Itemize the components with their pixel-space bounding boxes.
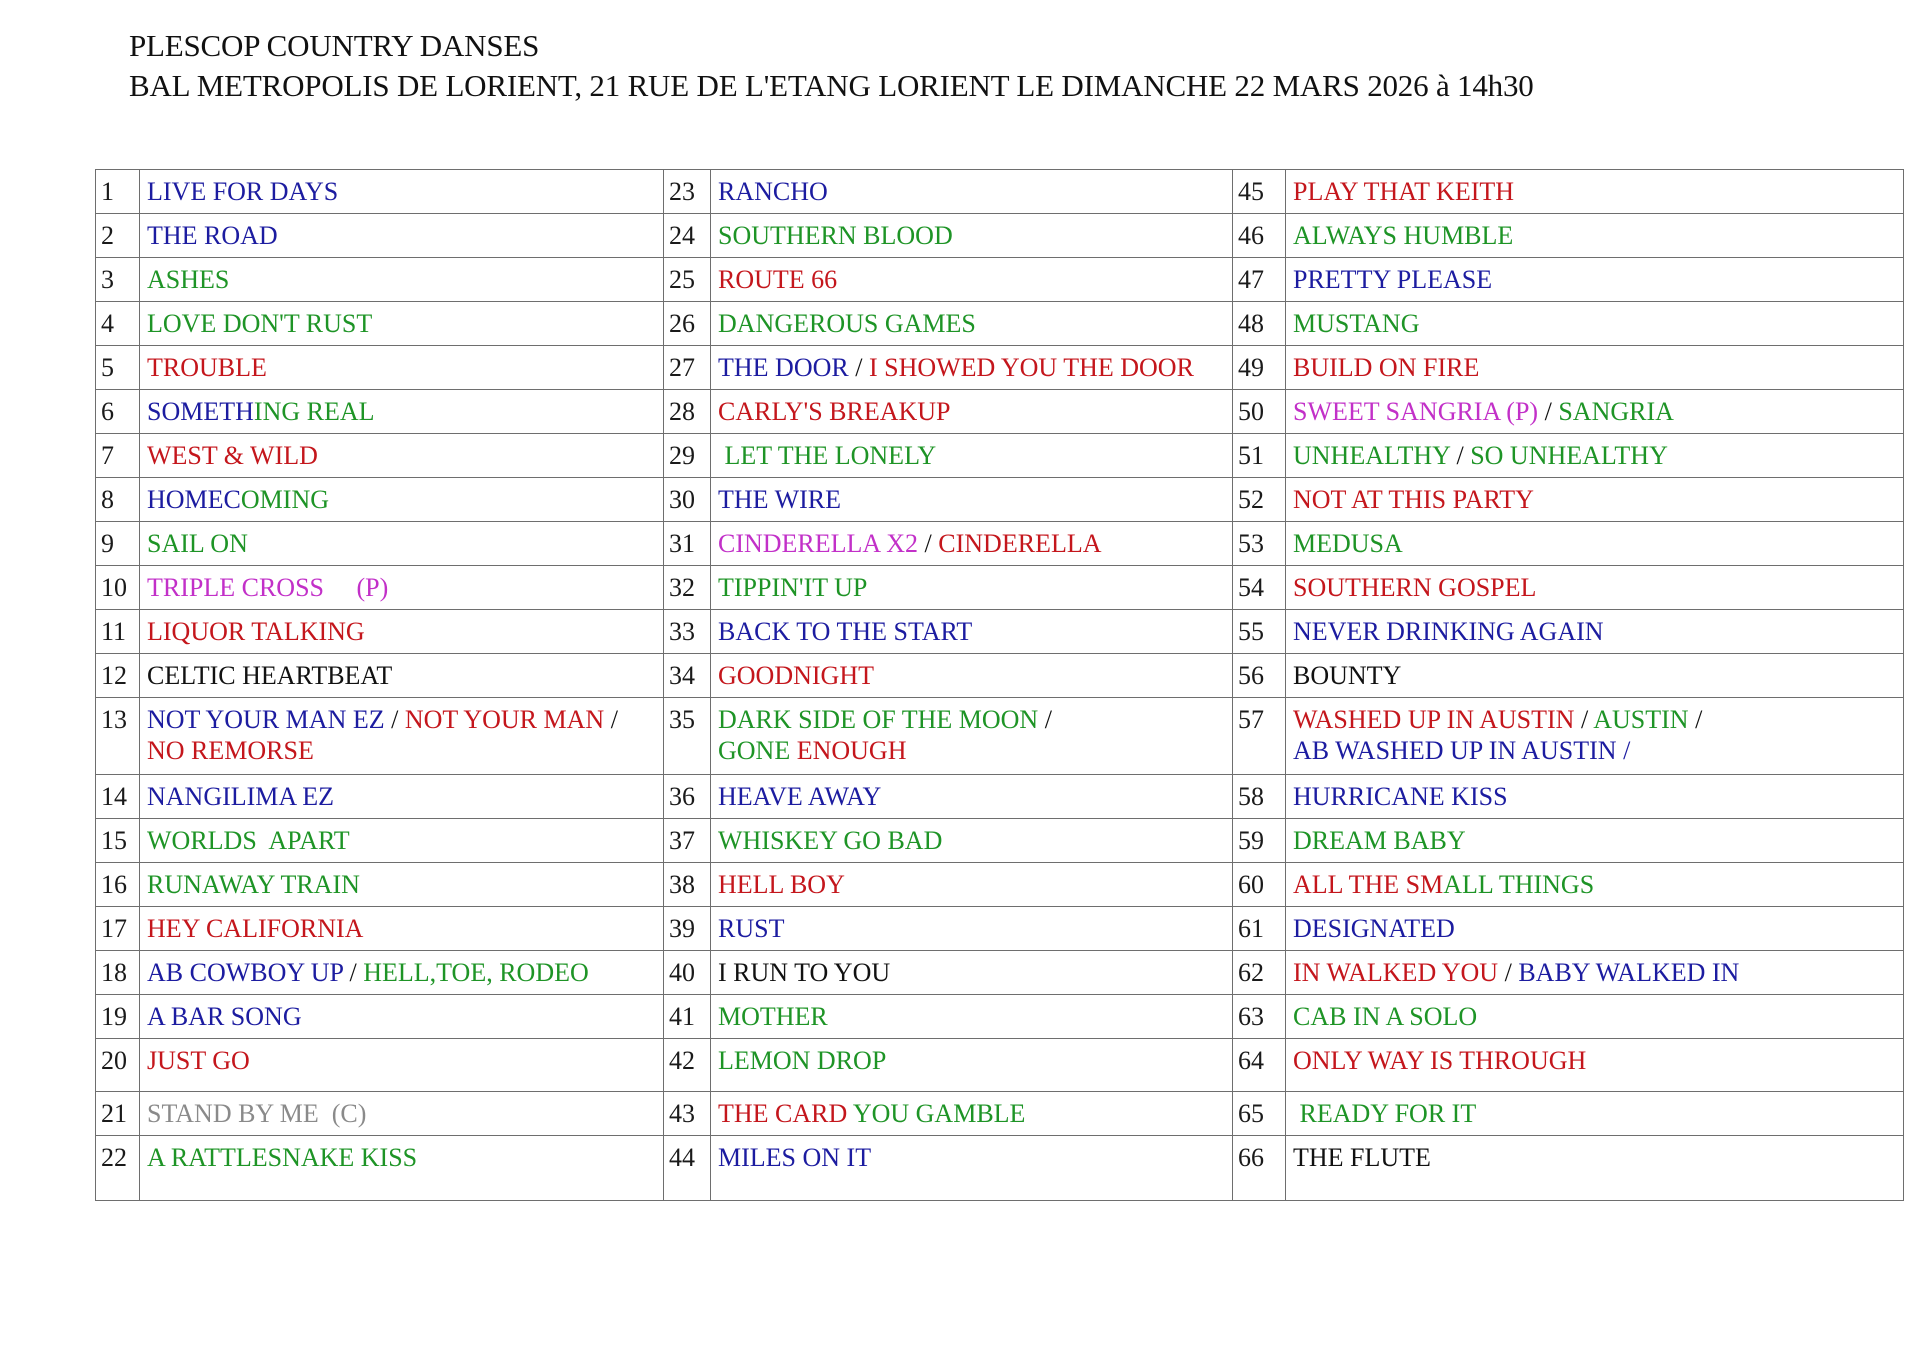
- dance-number: 59: [1233, 819, 1286, 863]
- table-row: [96, 654, 1904, 698]
- dance-number: 28: [664, 390, 711, 434]
- dance-title-part: NANGILIMA EZ: [147, 782, 335, 811]
- dance-number: 29: [664, 434, 711, 478]
- dance-title-part: JUST GO: [147, 1046, 250, 1075]
- dance-title: [140, 1092, 664, 1136]
- dance-number: 56: [1233, 654, 1286, 698]
- dance-title-part: OMING: [240, 485, 330, 514]
- dance-title: [1286, 522, 1904, 566]
- dance-number: 2: [96, 214, 140, 258]
- table-row: [96, 390, 1904, 434]
- dance-title-part: SOUTHERN GOSPEL: [1293, 573, 1537, 602]
- dance-title-part: ONLY WAY IS THROUGH: [1293, 1046, 1587, 1075]
- dance-title: [1286, 775, 1904, 819]
- dance-number: 63: [1233, 995, 1286, 1039]
- dance-number: 32: [664, 566, 711, 610]
- dance-number: 34: [664, 654, 711, 698]
- dance-number: 47: [1233, 258, 1286, 302]
- dance-title: [711, 819, 1233, 863]
- dance-title-part: THE WIRE: [718, 485, 841, 514]
- dance-number: 57: [1233, 698, 1286, 775]
- dance-number: 11: [96, 610, 140, 654]
- dance-number: 39: [664, 907, 711, 951]
- dance-title-part: THE CARD: [718, 1099, 853, 1128]
- dance-number: 42: [664, 1039, 711, 1092]
- dance-title-part: /: [342, 958, 364, 987]
- dance-title-part: RUST: [718, 914, 785, 943]
- dance-title: [140, 214, 664, 258]
- dance-number: 22: [96, 1136, 140, 1201]
- dance-number: 66: [1233, 1136, 1286, 1201]
- dance-number: 45: [1233, 170, 1286, 214]
- dance-number: 25: [664, 258, 711, 302]
- dance-title: [140, 775, 664, 819]
- table-row: [96, 522, 1904, 566]
- dance-title-part: AB COWBOY UP: [147, 958, 343, 987]
- dance-title: [140, 566, 664, 610]
- table-row: [96, 478, 1904, 522]
- document-header: [129, 26, 1534, 106]
- dance-number: 23: [664, 170, 711, 214]
- dance-title-part: RUNAWAY TRAIN: [147, 870, 360, 899]
- dance-number: 17: [96, 907, 140, 951]
- dance-title-part: SAIL ON: [147, 529, 248, 558]
- dance-title-part: AB WASHED UP IN AUSTIN /: [1293, 736, 1631, 765]
- dance-title: [711, 907, 1233, 951]
- dance-title: [711, 610, 1233, 654]
- dance-title-part: ALL THINGS: [1443, 870, 1595, 899]
- table-row: [96, 566, 1904, 610]
- dance-number: 16: [96, 863, 140, 907]
- dance-title: [1286, 258, 1904, 302]
- dance-title: [711, 654, 1233, 698]
- dance-title-part: SANGRIA: [1558, 397, 1674, 426]
- dance-title: [711, 170, 1233, 214]
- dance-title-part: BACK TO THE START: [718, 617, 973, 646]
- table-row: [96, 258, 1904, 302]
- dance-number: 35: [664, 698, 711, 775]
- dance-title: [1286, 302, 1904, 346]
- dance-title-part: STAND BY ME (C): [147, 1099, 367, 1128]
- dance-title-part: NEVER DRINKING AGAIN: [1293, 617, 1604, 646]
- dance-number: 38: [664, 863, 711, 907]
- dance-title-part: LIQUOR TALKING: [147, 617, 365, 646]
- dance-title-part: BOUNTY: [1293, 661, 1402, 690]
- dance-title: [140, 1039, 664, 1092]
- dance-title-part: CINDERELLA X2: [718, 529, 919, 558]
- dance-title-part: WEST & WILD: [147, 441, 318, 470]
- table-row: [96, 951, 1904, 995]
- dance-title: [140, 951, 664, 995]
- dance-title-part: WHISKEY GO BAD: [718, 826, 943, 855]
- dance-title-part: THE DOOR: [718, 353, 849, 382]
- dance-title: [140, 434, 664, 478]
- dance-title-part: SO UNHEALTHY: [1470, 441, 1668, 470]
- dance-title-part: MEDUSA: [1293, 529, 1403, 558]
- dance-title-part: HEY CALIFORNIA: [147, 914, 364, 943]
- dance-title: [711, 1092, 1233, 1136]
- dance-title-part: TROUBLE: [147, 353, 267, 382]
- event-details: BAL METROPOLIS DE LORIENT, 21 RUE DE L'ETANG LORIENT LE DIMANCHE 22 MARS 2026 à 14h30: [129, 68, 1534, 103]
- table-row: [96, 214, 1904, 258]
- dance-number: 49: [1233, 346, 1286, 390]
- dance-number: 60: [1233, 863, 1286, 907]
- table-row: [96, 995, 1904, 1039]
- dance-title: [711, 390, 1233, 434]
- dance-title-part: /: [1688, 705, 1703, 734]
- dance-title-part: GONE: [718, 736, 797, 765]
- dance-title-part: I RUN TO YOU: [718, 958, 891, 987]
- dance-title-part: I SHOWED YOU THE DOOR: [868, 353, 1194, 382]
- dance-title-part: LET THE LONELY: [718, 441, 937, 470]
- dance-number: 26: [664, 302, 711, 346]
- dance-list-table: [95, 169, 1904, 1201]
- dance-title-part: A RATTLESNAKE KISS: [147, 1143, 418, 1172]
- dance-title: [140, 610, 664, 654]
- dance-title: [711, 995, 1233, 1039]
- dance-title: [140, 819, 664, 863]
- dance-title: [1286, 1136, 1904, 1201]
- table-row: [96, 1136, 1904, 1201]
- dance-title: [1286, 566, 1904, 610]
- dance-title-part: ING REAL: [253, 397, 375, 426]
- dance-title-part: SOMETH: [147, 397, 254, 426]
- dance-number: 24: [664, 214, 711, 258]
- dance-number: 61: [1233, 907, 1286, 951]
- dance-number: 37: [664, 819, 711, 863]
- dance-title: [1286, 1039, 1904, 1092]
- dance-number: 43: [664, 1092, 711, 1136]
- dance-title: [140, 995, 664, 1039]
- dance-number: 3: [96, 258, 140, 302]
- dance-number: 55: [1233, 610, 1286, 654]
- dance-title-part: TIPPIN'IT UP: [718, 573, 868, 602]
- dance-title-part: THE FLUTE: [1293, 1143, 1431, 1172]
- dance-title-part: LEMON DROP: [718, 1046, 887, 1075]
- dance-title-part: BUILD ON FIRE: [1293, 353, 1480, 382]
- dance-title: [140, 654, 664, 698]
- dance-title-part: HEAVE AWAY: [718, 782, 882, 811]
- dance-title: [711, 214, 1233, 258]
- dance-title-part: HELL BOY: [718, 870, 845, 899]
- dance-title-part: HELL,TOE, RODEO: [363, 958, 589, 987]
- dance-title-part: ASHES: [147, 265, 230, 294]
- dance-number: 10: [96, 566, 140, 610]
- dance-title-part: DREAM BABY: [1293, 826, 1466, 855]
- dance-title-part: MILES ON IT: [718, 1143, 872, 1172]
- dance-title: [711, 346, 1233, 390]
- dance-title: [1286, 907, 1904, 951]
- dance-number: 1: [96, 170, 140, 214]
- dance-title: [1286, 1092, 1904, 1136]
- dance-number: 21: [96, 1092, 140, 1136]
- dance-title-part: ALWAYS HUMBLE: [1293, 221, 1514, 250]
- dance-number: 41: [664, 995, 711, 1039]
- table-row: [96, 170, 1904, 214]
- dance-title-part: DESIGNATED: [1293, 914, 1455, 943]
- dance-number: 64: [1233, 1039, 1286, 1092]
- dance-number: 62: [1233, 951, 1286, 995]
- dance-number: 4: [96, 302, 140, 346]
- dance-number: 7: [96, 434, 140, 478]
- dance-title-part: CARLY'S BREAKUP: [718, 397, 951, 426]
- table-row: [96, 1039, 1904, 1092]
- dance-title: [1286, 390, 1904, 434]
- dance-title-part: YOU GAMBLE: [852, 1099, 1026, 1128]
- dance-title-part: CELTIC HEARTBEAT: [147, 661, 393, 690]
- dance-title-part: MUSTANG: [1293, 309, 1420, 338]
- table-row: [96, 698, 1904, 775]
- table-row: [96, 346, 1904, 390]
- dance-title-part: BABY WALKED IN: [1518, 958, 1740, 987]
- dance-number: 48: [1233, 302, 1286, 346]
- dance-number: 40: [664, 951, 711, 995]
- dance-title-part: LIVE FOR DAYS: [147, 177, 339, 206]
- dance-title: [711, 775, 1233, 819]
- dance-title-part: /: [604, 705, 618, 734]
- dance-title-part: /: [384, 705, 405, 734]
- dance-title: [140, 1136, 664, 1201]
- dance-title-part: READY FOR IT: [1293, 1099, 1477, 1128]
- dance-title: [140, 522, 664, 566]
- dance-number: 65: [1233, 1092, 1286, 1136]
- dance-title-part: SWEET SANGRIA (P): [1293, 397, 1539, 426]
- dance-number: 27: [664, 346, 711, 390]
- dance-title: [1286, 346, 1904, 390]
- dance-title: [1286, 819, 1904, 863]
- dance-title-part: HURRICANE KISS: [1293, 782, 1508, 811]
- table-row: [96, 819, 1904, 863]
- dance-title: [1286, 863, 1904, 907]
- dance-number: 19: [96, 995, 140, 1039]
- dance-title-part: NOT AT THIS PARTY: [1293, 485, 1534, 514]
- dance-title: [711, 302, 1233, 346]
- dance-title: [711, 478, 1233, 522]
- dance-title-part: /: [848, 353, 869, 382]
- table-row: [96, 434, 1904, 478]
- dance-title-part: SOUTHERN BLOOD: [718, 221, 953, 250]
- dance-title-part: HOMEC: [147, 485, 241, 514]
- dance-title: [140, 258, 664, 302]
- club-name: PLESCOP COUNTRY DANSES: [129, 28, 540, 63]
- dance-number: 8: [96, 478, 140, 522]
- dance-title-part: NO REMORSE: [147, 736, 314, 765]
- dance-title-part: /: [1449, 441, 1471, 470]
- dance-number: 20: [96, 1039, 140, 1092]
- dance-title-part: GOODNIGHT: [718, 661, 874, 690]
- dance-number: 46: [1233, 214, 1286, 258]
- dance-title-part: IN WALKED YOU: [1293, 958, 1499, 987]
- dance-title: [711, 434, 1233, 478]
- dance-title-part: /: [918, 529, 939, 558]
- dance-title: [1286, 434, 1904, 478]
- dance-number: 30: [664, 478, 711, 522]
- dance-title-part: WASHED UP IN AUSTIN: [1293, 705, 1575, 734]
- dance-title-part: ENOUGH: [796, 736, 907, 765]
- dance-number: 14: [96, 775, 140, 819]
- dance-title-part: CINDERELLA: [938, 529, 1102, 558]
- dance-title: [711, 1136, 1233, 1201]
- dance-title: [1286, 478, 1904, 522]
- dance-title-part: /: [1538, 397, 1559, 426]
- dance-title: [140, 478, 664, 522]
- dance-title-part: PLAY THAT KEITH: [1293, 177, 1515, 206]
- dance-number: 13: [96, 698, 140, 775]
- dance-number: 31: [664, 522, 711, 566]
- dance-number: 36: [664, 775, 711, 819]
- dance-title-part: AUSTIN: [1593, 705, 1689, 734]
- dance-number: 58: [1233, 775, 1286, 819]
- dance-title: [1286, 654, 1904, 698]
- dance-title: [140, 302, 664, 346]
- dance-title: [711, 1039, 1233, 1092]
- dance-number: 44: [664, 1136, 711, 1201]
- dance-title: [140, 346, 664, 390]
- dance-title: [140, 390, 664, 434]
- table-row: [96, 907, 1904, 951]
- dance-number: 12: [96, 654, 140, 698]
- dance-title-part: TRIPLE CROSS (P): [147, 573, 389, 602]
- table-row: [96, 1092, 1904, 1136]
- dance-title-part: RANCHO: [718, 177, 828, 206]
- dance-title: [711, 566, 1233, 610]
- dance-title-part: LOVE DON'T RUST: [147, 309, 373, 338]
- table-row: [96, 610, 1904, 654]
- dance-title-part: /: [1038, 705, 1052, 734]
- dance-title-part: DARK SIDE OF THE MOON: [718, 705, 1039, 734]
- dance-title-part: A BAR SONG: [147, 1002, 302, 1031]
- dance-title: [1286, 170, 1904, 214]
- dance-title-part: NOT YOUR MAN: [404, 705, 605, 734]
- dance-title: [711, 522, 1233, 566]
- dance-title: [1286, 610, 1904, 654]
- dance-number: 51: [1233, 434, 1286, 478]
- dance-number: 33: [664, 610, 711, 654]
- dance-title: [1286, 214, 1904, 258]
- dance-title-part: ALL THE SM: [1293, 870, 1444, 899]
- dance-number: 53: [1233, 522, 1286, 566]
- table-row: [96, 775, 1904, 819]
- dance-title-part: /: [1574, 705, 1594, 734]
- dance-title: [711, 698, 1233, 775]
- dance-title: [711, 863, 1233, 907]
- dance-title: [140, 170, 664, 214]
- table-row: [96, 863, 1904, 907]
- dance-title: [1286, 698, 1904, 775]
- dance-title-part: WORLDS APART: [147, 826, 350, 855]
- dance-number: 15: [96, 819, 140, 863]
- dance-number: 18: [96, 951, 140, 995]
- dance-title: [1286, 995, 1904, 1039]
- dance-title-part: UNHEALTHY: [1293, 441, 1450, 470]
- dance-title-part: /: [1498, 958, 1519, 987]
- dance-number: 5: [96, 346, 140, 390]
- dance-title-part: THE ROAD: [147, 221, 278, 250]
- dance-number: 54: [1233, 566, 1286, 610]
- dance-title: [140, 863, 664, 907]
- dance-number: 50: [1233, 390, 1286, 434]
- dance-title-part: PRETTY PLEASE: [1293, 265, 1493, 294]
- table-row: [96, 302, 1904, 346]
- dance-title-part: NOT YOUR MAN EZ: [147, 705, 385, 734]
- dance-title-part: ROUTE 66: [718, 265, 838, 294]
- dance-number: 9: [96, 522, 140, 566]
- dance-title: [140, 698, 664, 775]
- dance-number: 6: [96, 390, 140, 434]
- dance-title-part: MOTHER: [718, 1002, 828, 1031]
- dance-number: 52: [1233, 478, 1286, 522]
- dance-title-part: CAB IN A SOLO: [1293, 1002, 1478, 1031]
- dance-title: [1286, 951, 1904, 995]
- dance-title-part: DANGEROUS GAMES: [718, 309, 976, 338]
- dance-title: [711, 951, 1233, 995]
- dance-title: [140, 907, 664, 951]
- dance-title: [711, 258, 1233, 302]
